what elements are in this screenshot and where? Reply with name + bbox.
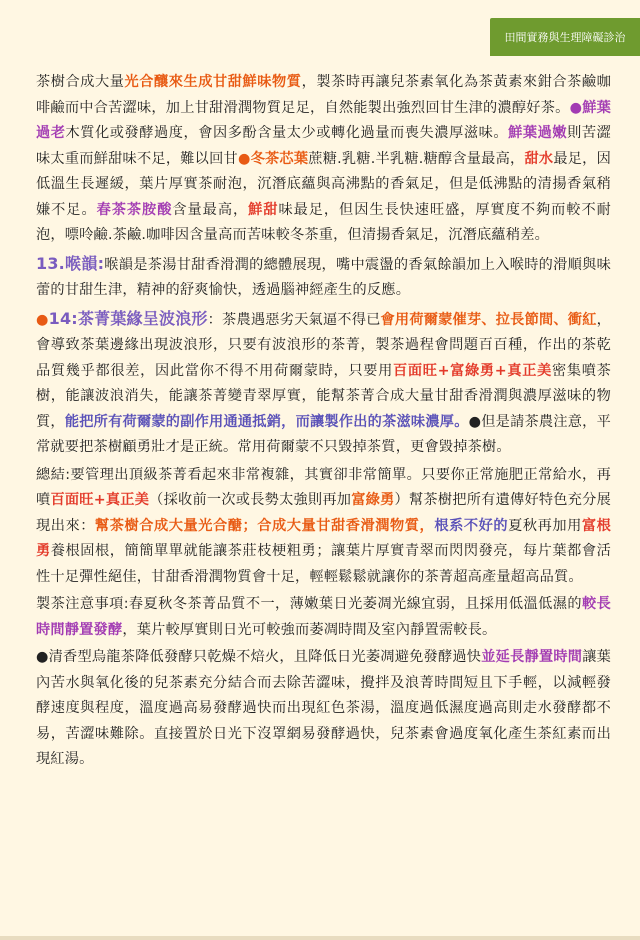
chapter-tab: 田間實務與生理障礙診治: [490, 18, 640, 56]
header-bar: [0, 0, 640, 44]
article-body: [36, 70, 611, 775]
section-14-heading: 14:茶菁葉緣呈波浪形: [48, 308, 208, 328]
paragraph-tea-quality: 茶樹合成大量光合釀來生成甘甜鮮味物質，製茶時再讓兒茶素氧化為茶黃素來鉗合茶鹼咖啡鹼而中合苦澀味，加上甘甜滑潤物質足足，自然能製出強烈回甘生津的濃醇好茶。●鮮葉過老木質化或發酵過度，會因多酚含量太少或轉化過量而喪失濃厚滋味。鮮葉過嫩則苦澀味太重而鮮甜味不足，難以回甘●冬茶芯葉蔗糖.乳糖.半乳糖.糖醇含量最高，甜水最足，因低溫生長遲緩，葉片厚實茶耐泡，沉潛底蘊與高沸點的香氣足，但是低沸點的清揚香氣稍嫌不足。春茶茶胺酸含量最高，鮮甜味最足，但因生長快速旺盛，厚實度不夠而較不耐泡，嘌呤鹼.茶鹼.咖啡因含量高而苦味較冬茶重，但清揚香氣足，沉潛底蘊稍差。: [36, 74, 612, 243]
section-13-heading: 13.喉韻:: [36, 253, 105, 273]
paragraph-oolong: ●清香型烏龍茶降低發酵只乾燥不焙火，且降低日光萎凋避免發酵過快並延長靜置時間讓葉內苦水與氧化後的兒茶素充分結合而去除苦澀味，攪拌及浪菁時間短且下手輕，以減輕發酵速度與程度，溫度過高易發酵過快而出現紅色茶湯，溫度過低濕度過高則走水發酵都不易，苦澀味難除。直接置於日光下沒罩網易發酵過快，兒茶素會過度氧化產生茶紅素而出現紅湯。: [36, 649, 611, 767]
paragraph-throat-rhyme: 13.喉韻:喉韻是茶湯甘甜香滑潤的總體展現，嘴中震盪的香氣餘韻加上入喉時的滑順與味蕾的甘甜生津，精神的舒爽愉快，透過腦神經產生的反應。: [36, 253, 611, 298]
paragraph-summary: 總結:要管理出頂級茶菁看起來非常複雜，其實卻非常簡單。只要你正常施肥正常給水，再噴百面旺+真正美（採收前一次或長勢太強則再加富綠勇）幫茶樹把所有遺傳好特色充分展現出來：幫茶樹合成大量光合醣；合成大量甘甜香滑潤物質，根系不好的夏秋再加用富根勇養根固根，簡簡單單就能讓茶莊枝梗粗勇；讓葉片厚實青翠而閃閃發亮，每片葉都會活性十足彈性絕佳，甘甜香滑潤物質會十足，輕輕鬆鬆就讓你的茶菁超高產量超高品質。: [36, 466, 612, 585]
footer-line: [0, 936, 640, 940]
paragraph-processing-notes: 製茶注意事項:春夏秋冬茶菁品質不一，薄嫩葉日光萎凋光線宜弱，且採用低溫低濕的較長時間靜置發酵，葉片較厚實則日光可較強而萎凋時間及室內靜置需較長。: [36, 596, 611, 638]
paragraph-wavy-leaf: ●14:茶菁葉緣呈波浪形：茶農遇惡劣天氣逼不得已會用荷爾蒙催芽、拉長節間、衝紅，會導致茶葉邊緣出現波浪形，只要有波浪形的茶菁，製茶過程會問題百百種，作出的茶乾品質幾乎都很差，因此當你不得不用荷爾蒙時，只要用百面旺+富綠勇+真正美密集噴茶樹，能讓波浪消失，能讓茶菁變青翠厚實，能幫茶菁合成大量甘甜香滑潤與濃厚滋味的物質，能把所有荷爾蒙的副作用通通抵銷，而讓製作出的茶滋味濃厚。●但是請茶農注意，平常就要把茶樹顧勇壯才是正統。常用荷爾蒙不只毀掉茶質，更會毀掉茶樹。: [36, 308, 611, 455]
